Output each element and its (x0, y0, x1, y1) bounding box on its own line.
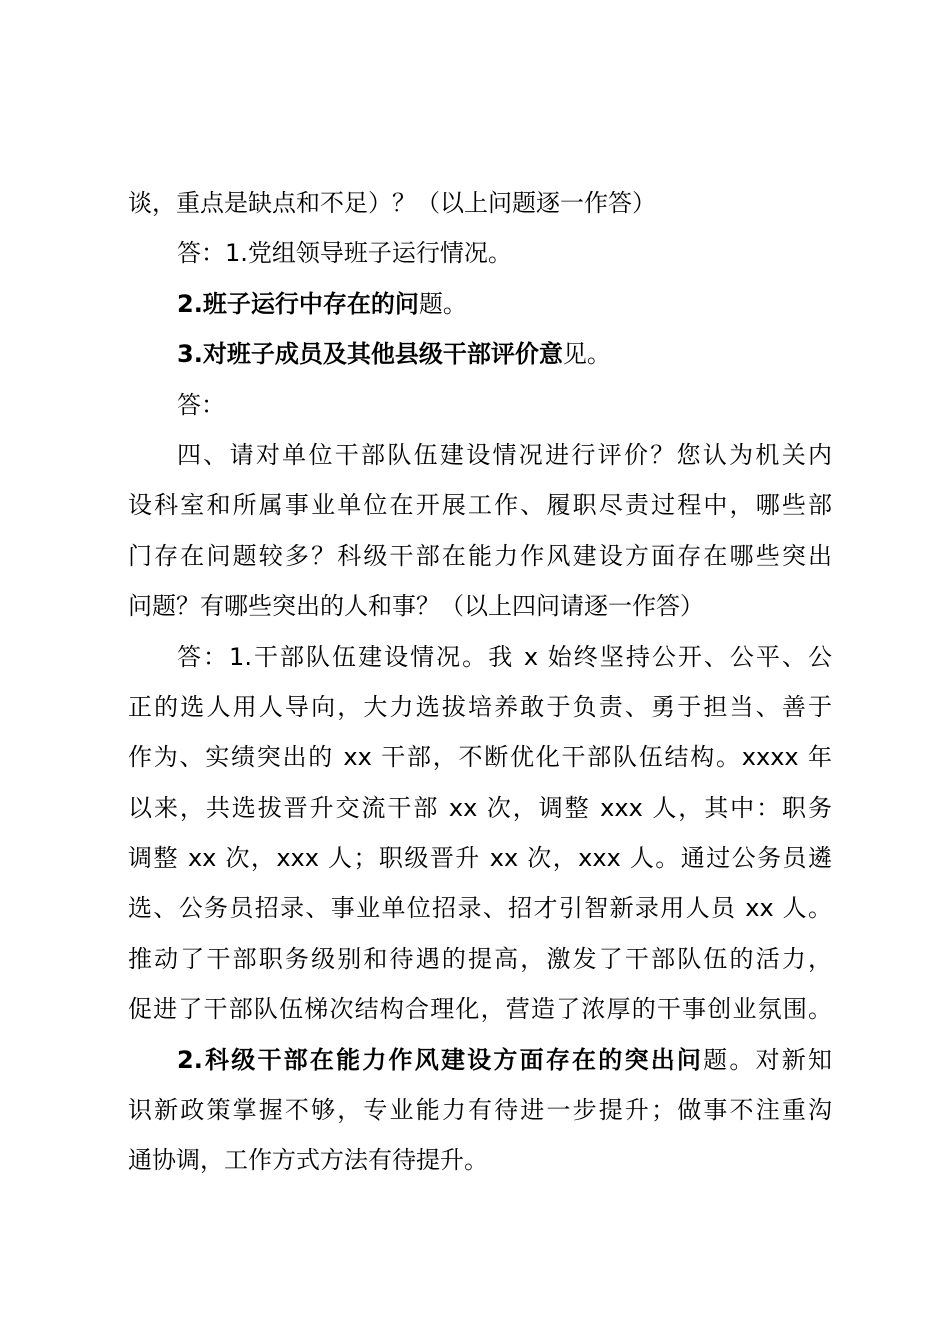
bold-heading-text: 2.班子运行中存在的问 (177, 289, 419, 318)
heading-tail-text: 见。 (562, 340, 611, 369)
heading-tail-text: 题。 (418, 289, 467, 318)
question-line: 门存在问题较多？科级干部在能力作风建设方面存在哪些突出 (128, 541, 832, 570)
bold-heading-text: 2.科级干部在能力作风建设方面存在的突出问 (177, 1045, 704, 1074)
document-body (128, 178, 832, 1186)
answer-line: 识新政策掌握不够，专业能力有待进一步提升；做事不注重沟 (128, 1096, 832, 1125)
answer-line: 正的选人用人导向，大力选拔培养敢于负责、勇于担当、善于 (128, 692, 832, 721)
heading-line (128, 279, 832, 329)
question-line: 四、请对单位干部队伍建设情况进行评价？您认为机关内 (177, 440, 832, 469)
answer-line: 通协调，工作方式方法有待提升。 (128, 1146, 488, 1175)
answer-line: 选、公务员招录、事业单位招录、招才引智新录用人员 xx 人。 (128, 894, 832, 923)
heading-tail-text: 题。对新知 (703, 1045, 832, 1074)
question-line: 设科室和所属事业单位在开展工作、履职尽责过程中，哪些部 (128, 491, 832, 520)
answer-line: 推动了干部职务级别和待遇的提高，激发了干部队伍的活力， (128, 944, 832, 973)
answer-line: 促进了干部队伍梯次结构合理化，营造了浓厚的干事创业氛围。 (128, 995, 832, 1024)
answer-line: 作为、实绩突出的 xx 干部，不断优化干部队伍结构。xxxx 年 (128, 743, 832, 772)
answer-line: 答：1.党组领导班子运行情况。 (177, 239, 512, 268)
paragraph-line: 谈，重点是缺点和不足）？（以上问题逐一作答） (128, 189, 656, 217)
answer-line: 调整 xx 次，xxx 人；职级晋升 xx 次，xxx 人。通过公务员遴 (128, 844, 832, 873)
bold-heading-text: 3.对班子成员及其他县级干部评价意 (177, 340, 563, 369)
answer-line: 答：1.干部队伍建设情况。我 x 始终坚持公开、公平、公 (177, 642, 832, 671)
question-line: 问题？有哪些突出的人和事？（以上四问请逐一作答） (128, 592, 704, 621)
heading-line (128, 329, 832, 379)
heading-line (128, 1035, 832, 1085)
answer-line: 以来，共选拔晋升交流干部 xx 次，调整 xxx 人，其中：职务 (128, 793, 832, 822)
answer-line: 答： (177, 390, 225, 419)
